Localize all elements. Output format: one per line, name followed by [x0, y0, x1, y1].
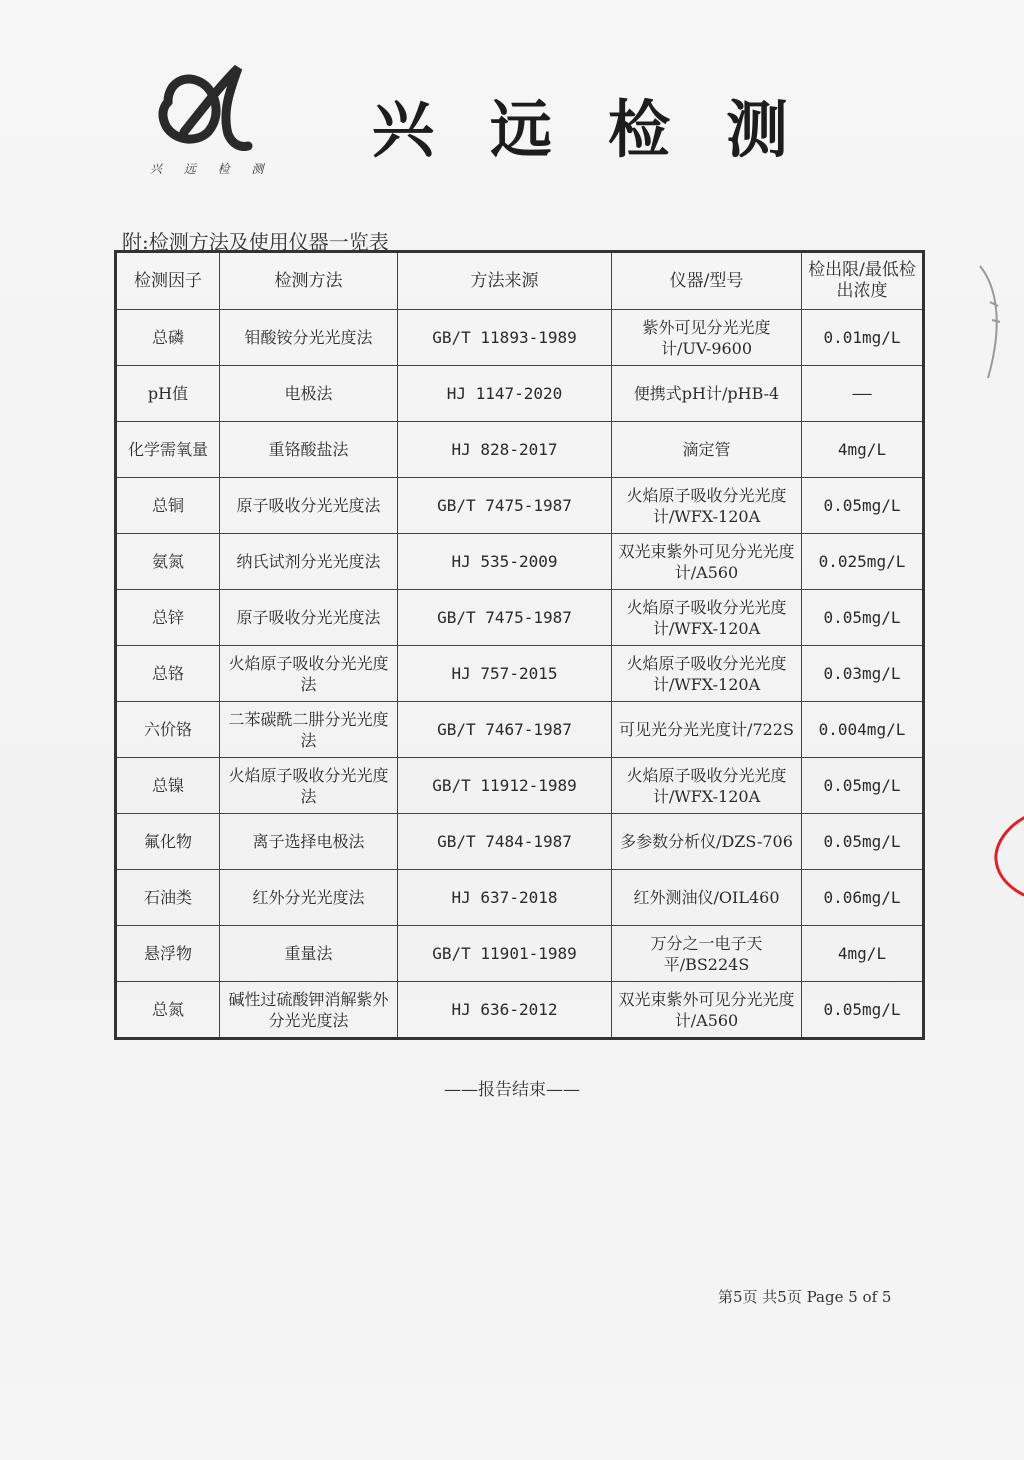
cell-source: GB/T 11901-1989: [398, 926, 612, 982]
cell-method: 火焰原子吸收分光光度法: [220, 646, 398, 702]
cell-method: 离子选择电极法: [220, 814, 398, 870]
edge-stamp-mark-icon: [974, 262, 1014, 382]
cell-limit: 0.06mg/L: [802, 870, 924, 926]
cell-limit: 0.05mg/L: [802, 590, 924, 646]
table-row: [116, 870, 924, 926]
methods-table: [114, 250, 925, 1040]
cell-instrument: 滴定管: [612, 422, 802, 478]
cell-factor: 氟化物: [116, 814, 220, 870]
cell-factor: 总镍: [116, 758, 220, 814]
cell-factor: 氨氮: [116, 534, 220, 590]
table-body: [116, 310, 924, 1039]
cell-instrument: 火焰原子吸收分光光度计/WFX-120A: [612, 646, 802, 702]
table-row: [116, 310, 924, 366]
cell-limit: 0.05mg/L: [802, 758, 924, 814]
table-row: [116, 926, 924, 982]
table-row: [116, 590, 924, 646]
cell-source: GB/T 7467-1987: [398, 702, 612, 758]
cell-limit: 0.01mg/L: [802, 310, 924, 366]
page-number: 第5页 共5页 Page 5 of 5: [718, 1288, 892, 1306]
cell-instrument: 双光束紫外可见分光光度计/A560: [612, 982, 802, 1039]
cell-factor: 悬浮物: [116, 926, 220, 982]
table-row: [116, 366, 924, 422]
table-row: [116, 982, 924, 1039]
cell-factor: 总铬: [116, 646, 220, 702]
cell-source: HJ 636-2012: [398, 982, 612, 1039]
cell-instrument: 可见光分光光度计/722S: [612, 702, 802, 758]
cell-method: 原子吸收分光光度法: [220, 478, 398, 534]
cell-source: GB/T 7484-1987: [398, 814, 612, 870]
cell-instrument: 多参数分析仪/DZS-706: [612, 814, 802, 870]
cell-instrument: 红外测油仪/OIL460: [612, 870, 802, 926]
red-seal-stamp-icon: [986, 800, 1024, 910]
cell-method: 钼酸铵分光光度法: [220, 310, 398, 366]
cell-limit: 0.025mg/L: [802, 534, 924, 590]
header-source: 方法来源: [398, 252, 612, 310]
cell-factor: 石油类: [116, 870, 220, 926]
cell-method: 电极法: [220, 366, 398, 422]
report-end-note: ——报告结束——: [444, 1080, 580, 1100]
cell-limit: ——: [802, 366, 924, 422]
cell-method: 碱性过硫酸钾消解紫外分光光度法: [220, 982, 398, 1039]
cell-instrument: 万分之一电子天平/BS224S: [612, 926, 802, 982]
cell-instrument: 紫外可见分光光度计/UV-9600: [612, 310, 802, 366]
table-row: [116, 702, 924, 758]
cell-method: 红外分光光度法: [220, 870, 398, 926]
cell-method: 重量法: [220, 926, 398, 982]
cell-instrument: 双光束紫外可见分光光度计/A560: [612, 534, 802, 590]
cell-factor: 总铜: [116, 478, 220, 534]
table-row: [116, 534, 924, 590]
cell-source: HJ 1147-2020: [398, 366, 612, 422]
table-row: [116, 814, 924, 870]
cell-source: HJ 757-2015: [398, 646, 612, 702]
cell-factor: pH值: [116, 366, 220, 422]
cell-source: GB/T 11893-1989: [398, 310, 612, 366]
header-instrument: 仪器/型号: [612, 252, 802, 310]
cell-method: 重铬酸盐法: [220, 422, 398, 478]
header-method: 检测方法: [220, 252, 398, 310]
cell-instrument: 火焰原子吸收分光光度计/WFX-120A: [612, 758, 802, 814]
cell-limit: 0.05mg/L: [802, 814, 924, 870]
cell-limit: 0.03mg/L: [802, 646, 924, 702]
table-row: [116, 478, 924, 534]
cell-limit: 4mg/L: [802, 422, 924, 478]
header-limit: 检出限/最低检出浓度: [802, 252, 924, 310]
cell-source: HJ 637-2018: [398, 870, 612, 926]
cell-factor: 总锌: [116, 590, 220, 646]
cell-instrument: 火焰原子吸收分光光度计/WFX-120A: [612, 590, 802, 646]
cell-method: 火焰原子吸收分光光度法: [220, 758, 398, 814]
cell-limit: 0.05mg/L: [802, 982, 924, 1039]
cell-method: 纳氏试剂分光光度法: [220, 534, 398, 590]
cell-limit: 4mg/L: [802, 926, 924, 982]
cell-source: HJ 828-2017: [398, 422, 612, 478]
table-row: [116, 422, 924, 478]
table-row: [116, 646, 924, 702]
cell-factor: 总磷: [116, 310, 220, 366]
cell-factor: 化学需氧量: [116, 422, 220, 478]
cell-source: GB/T 7475-1987: [398, 478, 612, 534]
table-header-row: [116, 252, 924, 310]
header-factor: 检测因子: [116, 252, 220, 310]
table-caption: 附:检测方法及使用仪器一览表: [122, 230, 389, 254]
logo-caption: 兴 远 检 测: [150, 162, 273, 176]
cell-limit: 0.004mg/L: [802, 702, 924, 758]
cell-method: 原子吸收分光光度法: [220, 590, 398, 646]
company-logo-icon: [148, 62, 258, 154]
cell-factor: 六价铬: [116, 702, 220, 758]
cell-source: HJ 535-2009: [398, 534, 612, 590]
cell-instrument: 便携式pH计/pHB-4: [612, 366, 802, 422]
cell-instrument: 火焰原子吸收分光光度计/WFX-120A: [612, 478, 802, 534]
cell-factor: 总氮: [116, 982, 220, 1039]
table-row: [116, 758, 924, 814]
brand-title: 兴远检测: [372, 93, 845, 166]
cell-limit: 0.05mg/L: [802, 478, 924, 534]
cell-source: GB/T 11912-1989: [398, 758, 612, 814]
cell-source: GB/T 7475-1987: [398, 590, 612, 646]
cell-method: 二苯碳酰二肼分光光度法: [220, 702, 398, 758]
